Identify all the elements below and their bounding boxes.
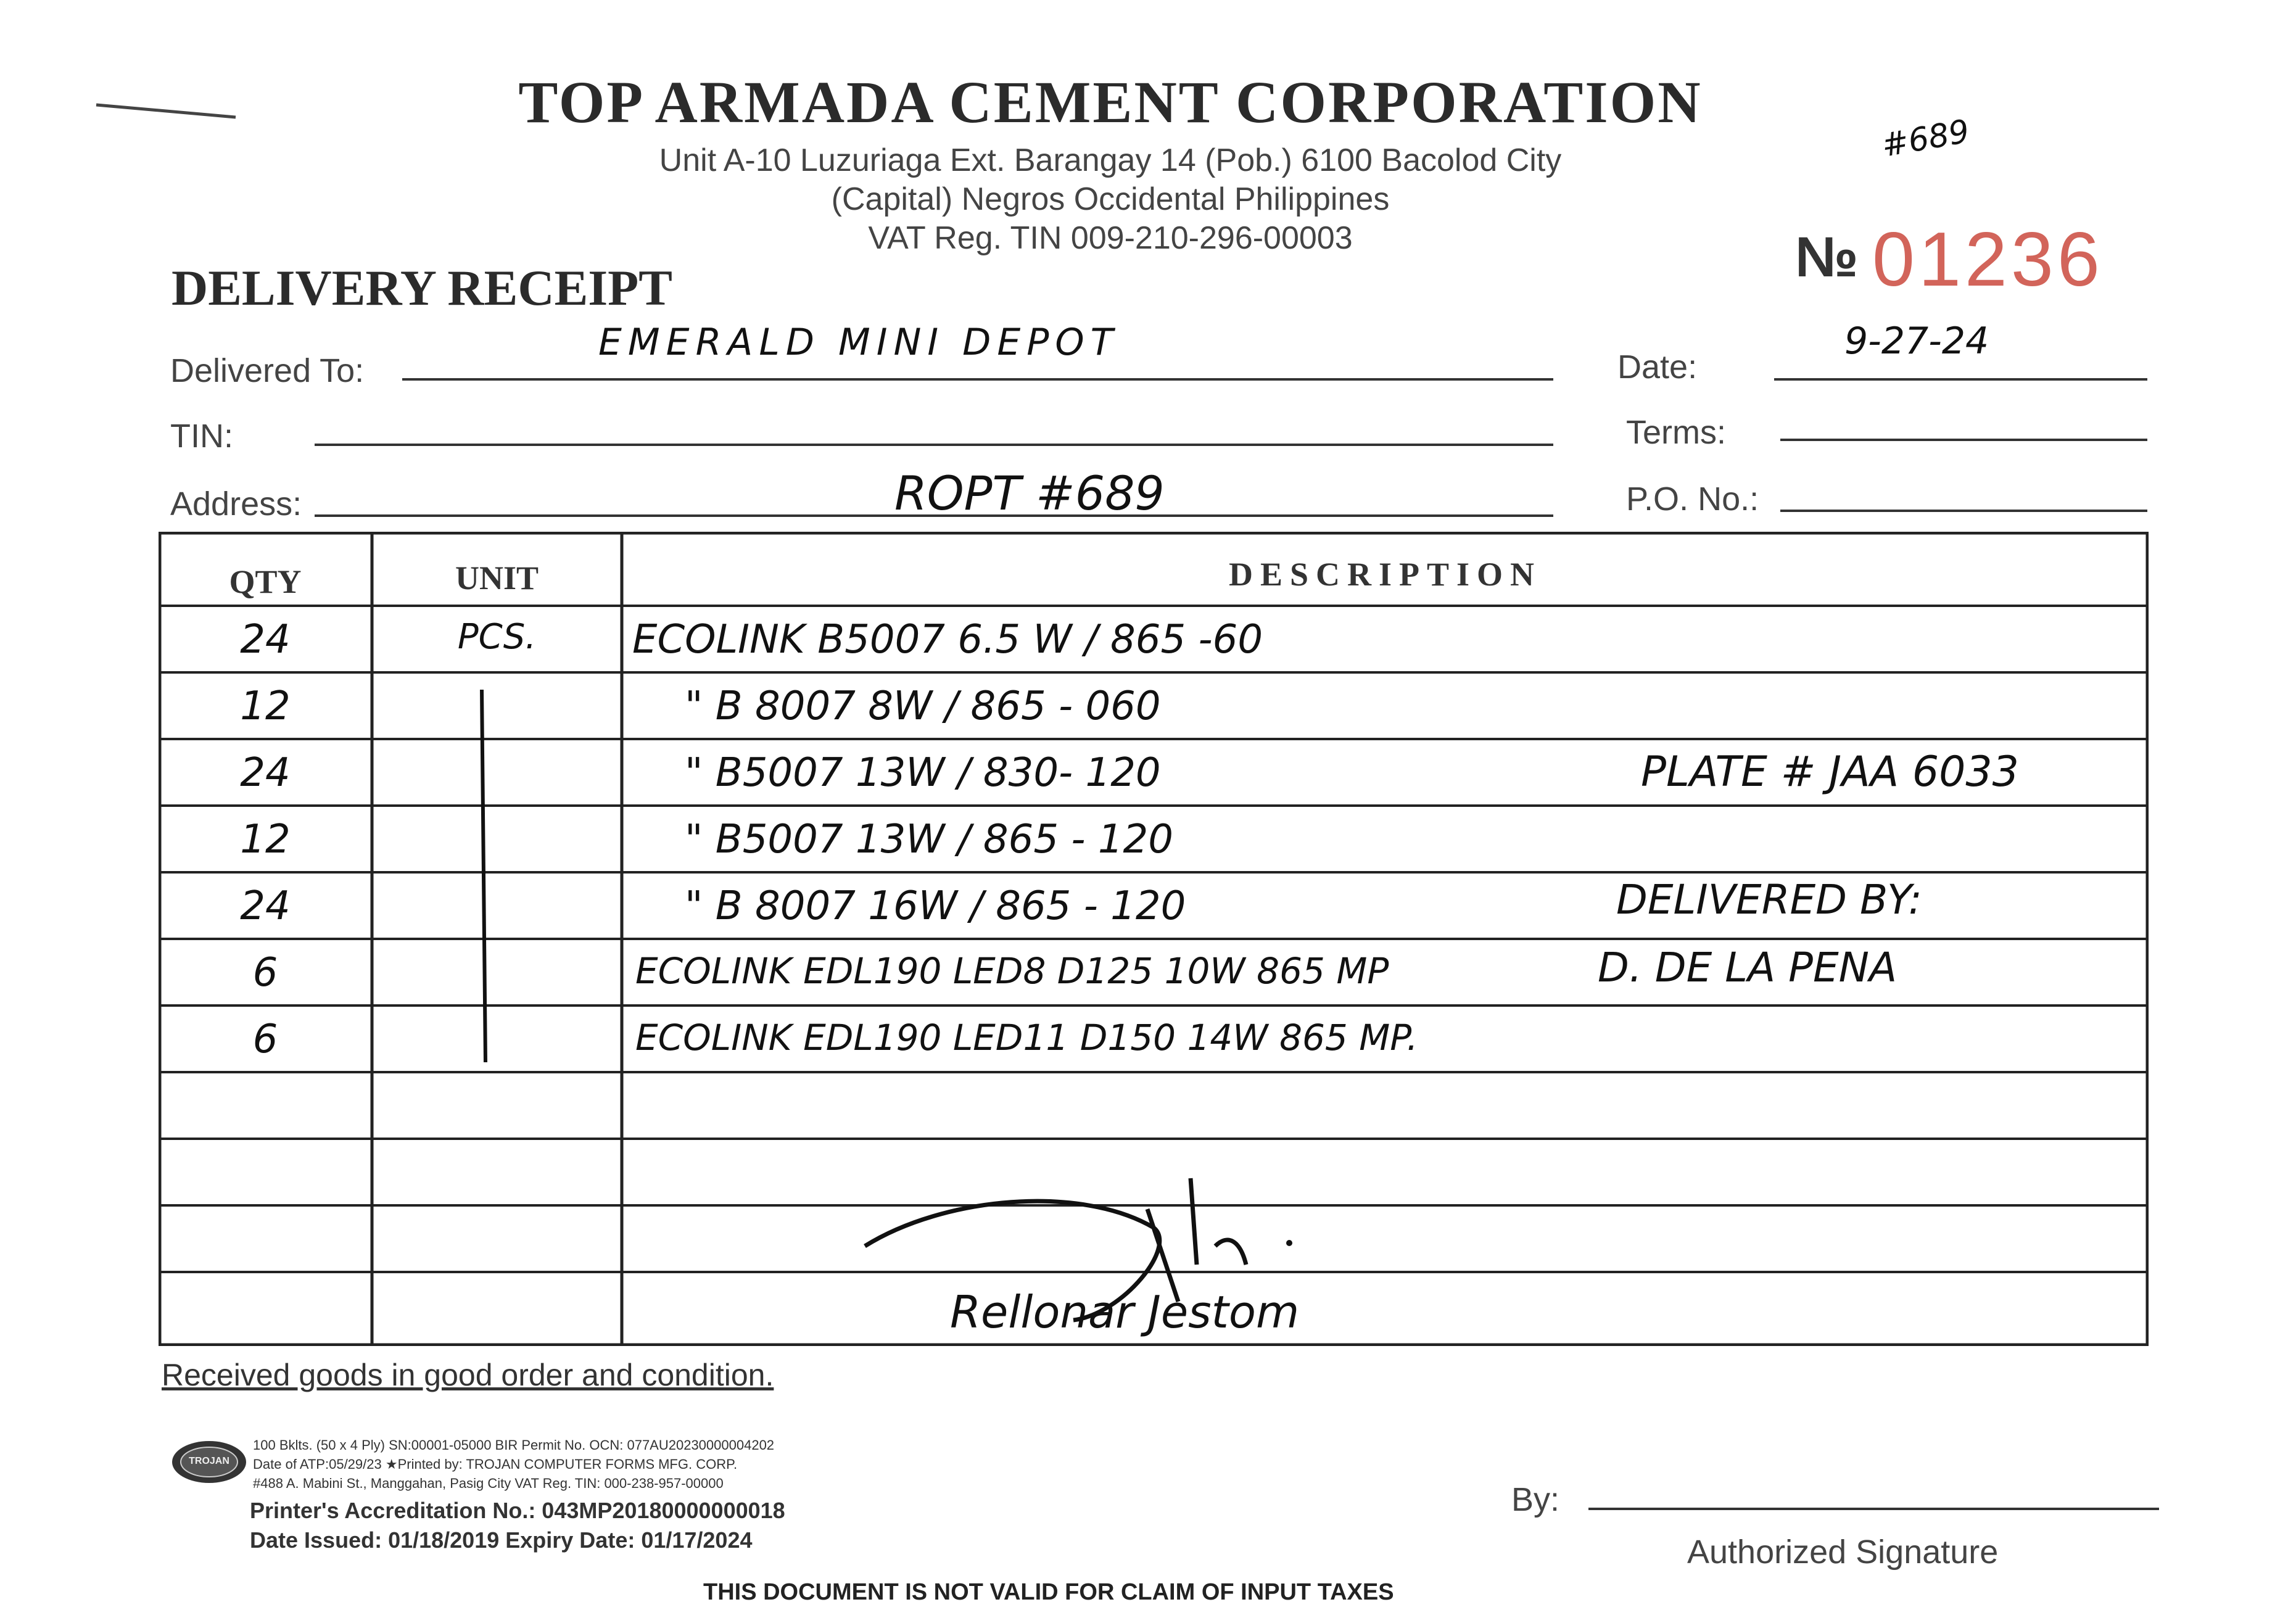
print-info-line-2: Date of ATP:05/29/23 ★Printed by: TROJAN COMPUTER FORMS MFG. CORP. [253,1456,738,1472]
print-info-line-1: 100 Bklts. (50 x 4 Ply) SN:00001-05000 BIR Permit No. OCN: 077AU20230000004202 [253,1437,775,1453]
row-1-qty: 24 [240,617,291,663]
printer-accreditation: Printer's Accreditation No.: 043MP20180000000018 [250,1498,785,1523]
po-label: P.O. No.: [1626,481,1759,518]
row-1-unit: PCS. [457,617,537,657]
document-title: DELIVERY RECEIPT [171,260,672,316]
row-7-description: ECOLINK EDL190 LED11 D150 14W 865 MP. [635,1017,1418,1059]
tin-label: TIN: [170,418,233,455]
by-label: By: [1511,1481,1560,1518]
received-statement: Received goods in good order and condition. [162,1358,774,1392]
company-address-line-2: (Capital) Negros Occidental Philippines [831,181,1390,217]
row-3-description: " B5007 13W / 830- 120 [685,750,1161,796]
row-6-qty: 6 [252,950,278,996]
receipt-number: 01236 [1872,217,2104,302]
delivered-to-value: EMERALD MINI DEPOT [598,321,1120,364]
date-issued: Date Issued: 01/18/2019 Expiry Date: 01/17/2024 [250,1527,753,1553]
handwritten-mark: #689 [1878,113,1972,165]
printer-logo-text: TROJAN [189,1456,229,1466]
delivered-to-label: Delivered To: [170,352,365,389]
row-4-description: " B5007 13W / 865 - 120 [685,817,1173,862]
header-unit: UNIT [455,560,539,597]
row-1-description: ECOLINK B5007 6.5 W / 865 -60 [632,617,1263,663]
delivered-by-note: DELIVERED BY: [1616,876,1922,923]
address-label: Address: [170,485,302,522]
row-4-qty: 12 [240,817,291,862]
row-6-description: ECOLINK EDL190 LED8 D125 10W 865 MP [635,950,1389,992]
row-5-description: " B 8007 16W / 865 - 120 [685,883,1186,929]
not-valid-notice: THIS DOCUMENT IS NOT VALID FOR CLAIM OF INPUT TAXES [703,1579,1394,1605]
address-value: ROPT #689 [894,466,1165,521]
driver-name-note: D. DE LA PENA [1598,944,1898,991]
row-7-qty: 6 [252,1017,278,1062]
plate-note: PLATE # JAA 6033 [1641,748,2019,796]
terms-label: Terms: [1626,414,1726,451]
po-line [1780,510,2147,512]
header-description: DESCRIPTION [1228,556,1542,593]
company-vat: VAT Reg. TIN 009-210-296-00003 [868,220,1353,256]
print-info-line-3: #488 A. Mabini St., Manggahan, Pasig City VAT Reg. TIN: 000-238-957-00000 [253,1476,724,1491]
company-name: TOP ARMADA CEMENT CORPORATION [518,69,1703,135]
row-3-qty: 24 [240,750,291,796]
date-label: Date: [1617,349,1698,386]
row-2-qty: 12 [240,683,291,729]
company-address-line-1: Unit A-10 Luzuriaga Ext. Barangay 14 (Pob.) 6100 Bacolod City [659,142,1562,178]
printer-logo [170,1437,248,1487]
header-qty: QTY [229,563,302,600]
delivered-to-line [402,378,1553,381]
row-5-qty: 24 [240,883,291,929]
receipt-number-mark: № [1795,226,1859,289]
authorized-signature-line [1588,1508,2159,1510]
authorized-signature-label: Authorized Signature [1687,1534,1999,1571]
date-value: 9-27-24 [1844,320,1989,363]
signature-name: Rellonar Jestom [950,1286,1300,1338]
row-2-description: " B 8007 8W / 865 - 060 [685,683,1161,729]
terms-line [1780,439,2147,441]
tin-line [315,444,1553,446]
date-line [1774,378,2147,381]
